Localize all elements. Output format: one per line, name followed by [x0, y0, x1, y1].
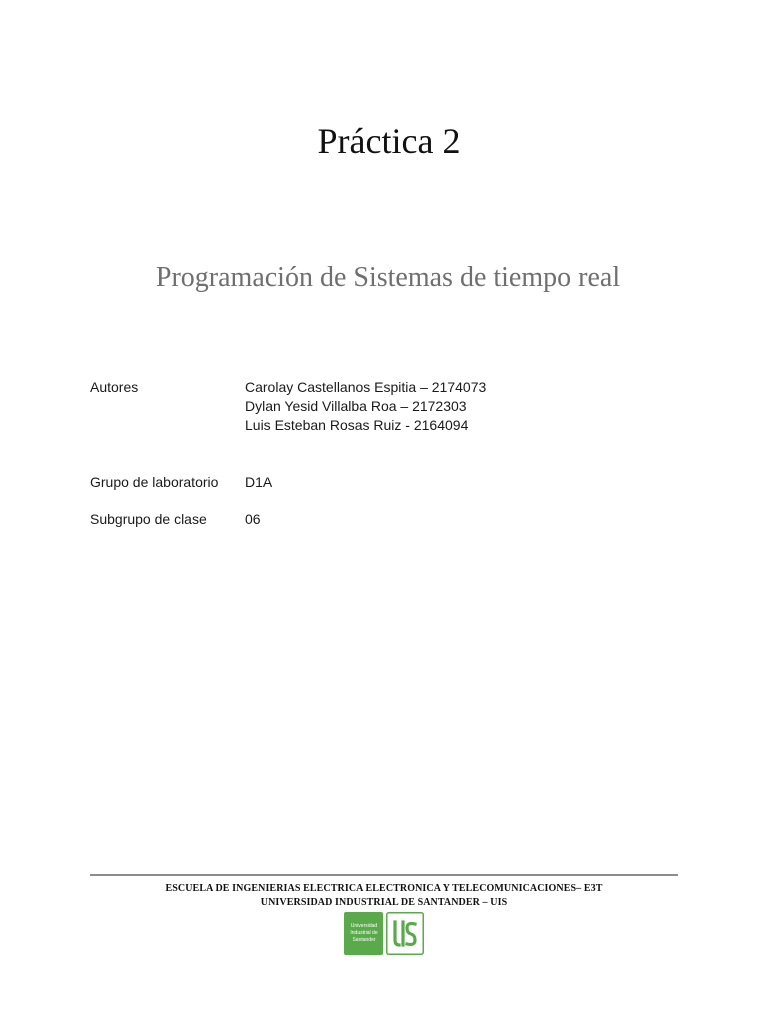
- footer-university: UNIVERSIDAD INDUSTRIAL DE SANTANDER – UIS: [260, 897, 508, 908]
- uis-logo-text-line-3: Santander: [352, 937, 376, 943]
- uis-logo-text-block: [344, 912, 383, 955]
- authors-label: Autores: [90, 379, 139, 395]
- footer-divider: [90, 874, 678, 876]
- footer-school: ESCUELA DE INGENIERIAS ELECTRICA ELECTRONICA Y TELECOMUNICACIONES– E3T: [165, 883, 603, 894]
- lab-group-value: D1A: [245, 474, 273, 490]
- uis-logo: [344, 912, 424, 956]
- class-subgroup-label: Subgrupo de clase: [90, 511, 207, 527]
- lab-group-label: Grupo de laboratorio: [90, 474, 219, 490]
- uis-logo-text-line-2: Industrial de: [350, 930, 378, 936]
- page-title: Práctica 2: [317, 121, 461, 161]
- page-subtitle: Programación de Sistemas de tiempo real: [155, 262, 621, 293]
- uis-monogram-icon: [386, 912, 424, 955]
- author-1: Carolay Castellanos Espitia – 2174073: [245, 379, 487, 395]
- author-3: Luis Esteban Rosas Ruiz - 2164094: [245, 417, 469, 433]
- uis-logo-text-line-1: Universidad: [350, 923, 378, 929]
- author-2: Dylan Yesid Villalba Roa – 2172303: [245, 398, 467, 414]
- class-subgroup-value: 06: [245, 511, 261, 527]
